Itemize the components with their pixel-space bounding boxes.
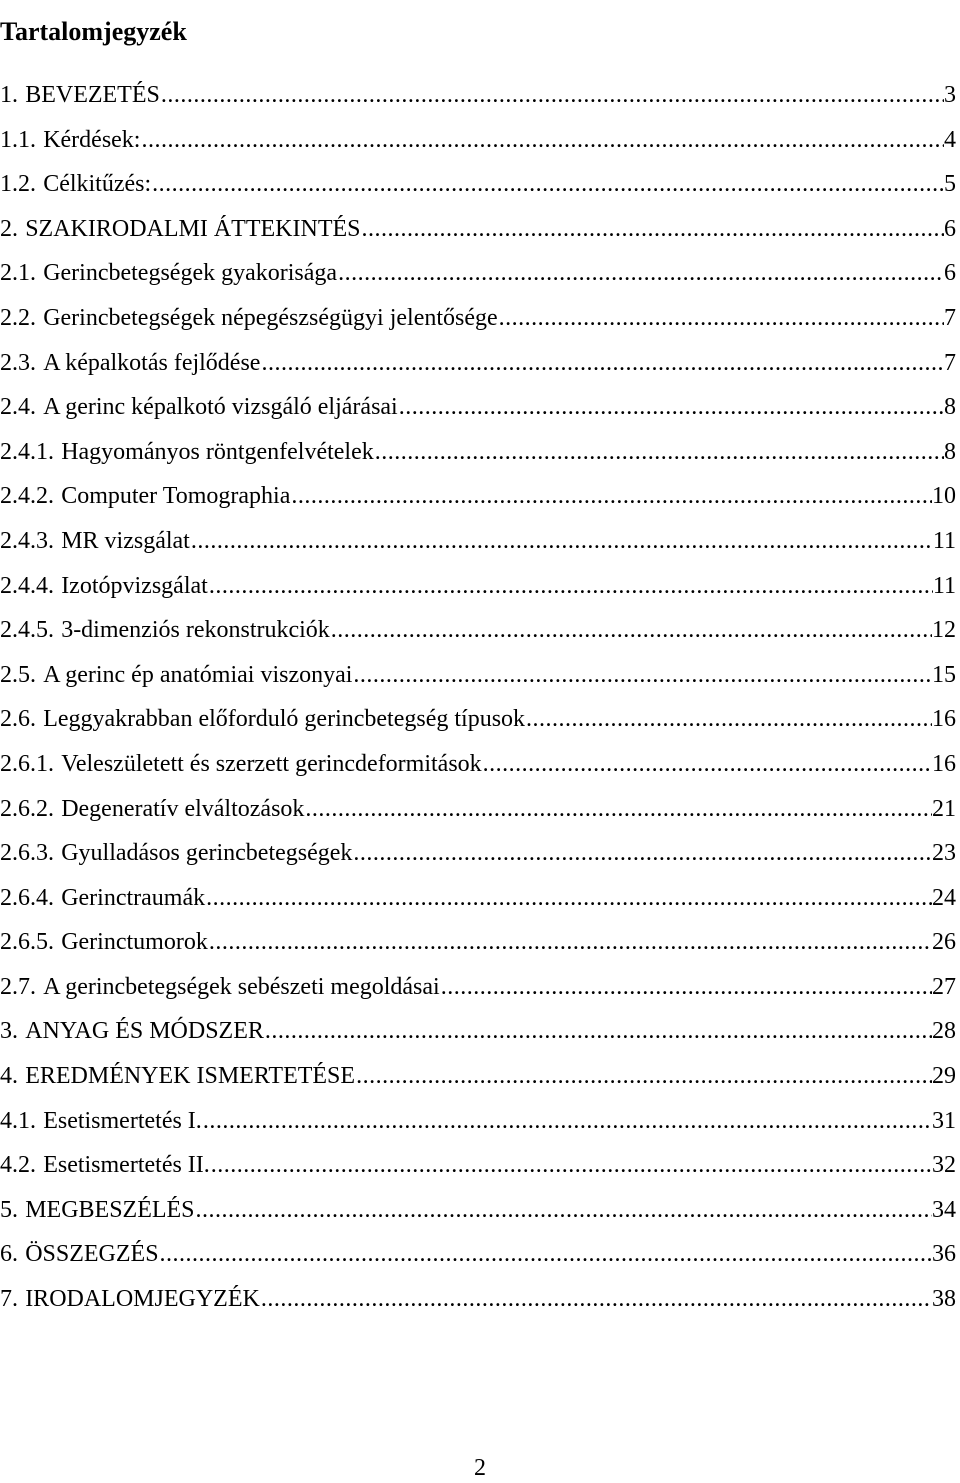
toc-dot-leader [355, 1054, 932, 1099]
toc-entry-number: 2.1. [0, 260, 36, 287]
toc-dot-leader [160, 73, 944, 118]
toc-entry-page: 11 [932, 572, 956, 599]
toc-entry-title: EREDMÉNYEK ISMERTETÉSE [25, 1063, 356, 1090]
toc-entry-page: 16 [932, 750, 956, 777]
toc-entry-title: Leggyakrabban előforduló gerincbetegség típusok [43, 706, 526, 733]
toc-entry-title: MEGBESZÉLÉS [25, 1196, 195, 1223]
toc-entry-page: 16 [932, 706, 956, 733]
toc-entry-title: ANYAG ÉS MÓDSZER [25, 1018, 264, 1045]
toc-entry-page: 7 [944, 304, 956, 331]
table-of-contents [0, 73, 956, 1322]
toc-entry[interactable] [0, 474, 956, 519]
toc-dot-leader [190, 519, 933, 564]
toc-entry-page: 27 [932, 973, 956, 1000]
toc-entry[interactable] [0, 430, 956, 475]
toc-dot-leader [498, 296, 944, 341]
toc-entry[interactable] [0, 73, 956, 118]
toc-entry-title: Gerinctraumák [61, 884, 206, 911]
toc-entry-number: 2.4.5. [0, 617, 54, 644]
toc-entry-number: 2.6.3. [0, 840, 54, 867]
toc-entry-title: BEVEZETÉS [25, 82, 160, 108]
toc-dot-leader [352, 831, 932, 876]
toc-entry[interactable] [0, 920, 956, 965]
toc-entry-title: A gerincbetegségek sebészeti megoldásai [43, 973, 440, 1000]
toc-entry-title: SZAKIRODALMI ÁTTEKINTÉS [25, 215, 361, 242]
toc-entry-number: 1.1. [0, 126, 36, 153]
toc-entry-number: 2.4.2. [0, 483, 54, 510]
toc-entry[interactable] [0, 118, 956, 163]
toc-entry[interactable] [0, 1099, 956, 1144]
toc-entry[interactable] [0, 207, 956, 252]
toc-entry[interactable] [0, 1232, 956, 1277]
toc-dot-leader [208, 564, 933, 609]
toc-entry-title: Gerincbetegségek népegészségügyi jelentősége [43, 304, 498, 331]
toc-entry-title: A gerinc képalkotó vizsgáló eljárásai [43, 394, 398, 421]
toc-entry-title: Esetismertetés I. [43, 1107, 202, 1134]
toc-entry-number: 3. [0, 1018, 18, 1045]
toc-dot-leader [264, 1009, 932, 1054]
toc-dot-leader [398, 385, 944, 430]
toc-entry-page: 21 [932, 795, 956, 822]
toc-dot-leader [159, 1232, 932, 1277]
toc-entry[interactable] [0, 653, 956, 698]
toc-dot-leader [151, 162, 944, 207]
toc-entry-page: 8 [944, 438, 956, 465]
toc-entry[interactable] [0, 385, 956, 430]
toc-entry-page: 28 [932, 1018, 956, 1045]
toc-entry-title: Esetismertetés II. [43, 1152, 210, 1179]
toc-entry-title: 3-dimenziós rekonstrukciók [61, 617, 330, 644]
toc-dot-leader [140, 118, 944, 163]
toc-entry-title: Degeneratív elváltozások [61, 795, 305, 822]
toc-entry-page: 32 [932, 1152, 956, 1179]
toc-entry-number: 2.6. [0, 706, 36, 733]
toc-entry-title: MR vizsgálat [61, 527, 190, 554]
page-number: 2 [474, 1455, 486, 1481]
toc-entry-number: 2.4.4. [0, 572, 54, 599]
toc-dot-leader [202, 1099, 932, 1144]
toc-entry-number: 2.2. [0, 304, 36, 331]
toc-dot-leader [482, 742, 932, 787]
toc-entry[interactable] [0, 251, 956, 296]
toc-entry[interactable] [0, 787, 956, 832]
toc-entry[interactable] [0, 1277, 956, 1322]
toc-dot-leader [525, 697, 932, 742]
toc-entry-number: 1.2. [0, 171, 36, 198]
toc-entry-title: ÖSSZEGZÉS [25, 1241, 159, 1268]
toc-entry-page: 8 [944, 394, 956, 421]
toc-dot-leader [290, 474, 932, 519]
toc-dot-leader [440, 965, 932, 1010]
toc-entry-title: Izotópvizsgálat [61, 572, 208, 599]
toc-entry-title: Gerinctumorok [61, 929, 208, 956]
toc-entry-page: 29 [932, 1063, 956, 1090]
toc-entry-page: 38 [932, 1286, 956, 1313]
toc-entry-number: 2.4.3. [0, 527, 54, 554]
toc-entry-page: 4 [944, 126, 956, 153]
toc-entry[interactable] [0, 519, 956, 564]
toc-entry-number: 2.6.2. [0, 795, 54, 822]
toc-entry[interactable] [0, 965, 956, 1010]
toc-entry-page: 36 [932, 1241, 956, 1268]
toc-dot-leader [210, 1143, 932, 1188]
toc-entry[interactable] [0, 162, 956, 207]
toc-entry[interactable] [0, 608, 956, 653]
toc-entry-page: 6 [944, 260, 956, 287]
toc-entry-number: 4.1. [0, 1107, 36, 1134]
toc-entry-number: 2.5. [0, 661, 36, 688]
toc-entry-number: 4. [0, 1063, 18, 1090]
toc-entry-page: 10 [932, 483, 956, 510]
toc-entry-page: 26 [932, 929, 956, 956]
toc-entry[interactable] [0, 742, 956, 787]
toc-entry[interactable] [0, 697, 956, 742]
toc-dot-leader [205, 876, 932, 921]
toc-entry-title: Kérdések: [43, 126, 141, 153]
toc-entry-page: 23 [932, 840, 956, 867]
toc-entry-page: 11 [932, 527, 956, 554]
toc-dot-leader [208, 920, 932, 965]
toc-entry-title: Gyulladásos gerincbetegségek [61, 840, 353, 867]
toc-dot-leader [304, 787, 932, 832]
toc-entry[interactable] [0, 876, 956, 921]
toc-dot-leader [260, 341, 944, 386]
toc-entry-page: 5 [944, 171, 956, 198]
toc-entry-page: 3 [944, 82, 956, 108]
toc-entry-page: 34 [932, 1196, 956, 1223]
toc-entry-page: 7 [944, 349, 956, 376]
toc-dot-leader [330, 608, 932, 653]
toc-entry[interactable] [0, 1188, 956, 1233]
toc-entry-title: A gerinc ép anatómiai viszonyai [43, 661, 353, 688]
toc-dot-leader [260, 1277, 932, 1322]
toc-entry-number: 2.4.1. [0, 438, 54, 465]
toc-entry-number: 2. [0, 215, 18, 242]
toc-entry-number: 6. [0, 1241, 18, 1268]
toc-entry[interactable] [0, 564, 956, 609]
toc-entry[interactable] [0, 1143, 956, 1188]
toc-entry-page: 15 [932, 661, 956, 688]
toc-entry-number: 2.4. [0, 394, 36, 421]
toc-dot-leader [195, 1188, 932, 1233]
toc-dot-leader [360, 207, 944, 252]
toc-entry-number: 2.3. [0, 349, 36, 376]
toc-dot-leader [374, 430, 944, 475]
toc-entry-title: A képalkotás fejlődése [43, 349, 261, 376]
toc-entry-number: 2.6.1. [0, 750, 54, 777]
toc-entry-number: 1. [0, 82, 18, 108]
toc-entry[interactable] [0, 1054, 956, 1099]
toc-entry[interactable] [0, 296, 956, 341]
toc-entry-title: Computer Tomographia [61, 483, 291, 510]
toc-entry-number: 2.6.5. [0, 929, 54, 956]
toc-entry-title: Gerincbetegségek gyakorisága [43, 260, 338, 287]
toc-entry-number: 7. [0, 1286, 18, 1313]
toc-entry-page: 6 [944, 215, 956, 242]
toc-dot-leader [337, 251, 944, 296]
toc-entry[interactable] [0, 1009, 956, 1054]
toc-entry[interactable] [0, 831, 956, 876]
toc-entry-number: 5. [0, 1196, 18, 1223]
toc-entry[interactable] [0, 341, 956, 386]
toc-dot-leader [352, 653, 932, 698]
toc-entry-page: 12 [932, 617, 956, 644]
toc-entry-page: 24 [932, 884, 956, 911]
toc-entry-number: 2.7. [0, 973, 36, 1000]
toc-entry-title: Célkitűzés: [43, 171, 152, 198]
toc-entry-title: Veleszületett és szerzett gerincdeformitások [61, 750, 482, 777]
toc-entry-number: 2.6.4. [0, 884, 54, 911]
toc-entry-number: 4.2. [0, 1152, 36, 1179]
toc-entry-title: IRODALOMJEGYZÉK [25, 1286, 260, 1313]
toc-entry-page: 31 [932, 1107, 956, 1134]
toc-entry-title: Hagyományos röntgenfelvételek [61, 438, 374, 465]
document-title: Tartalomjegyzék [0, 17, 187, 47]
